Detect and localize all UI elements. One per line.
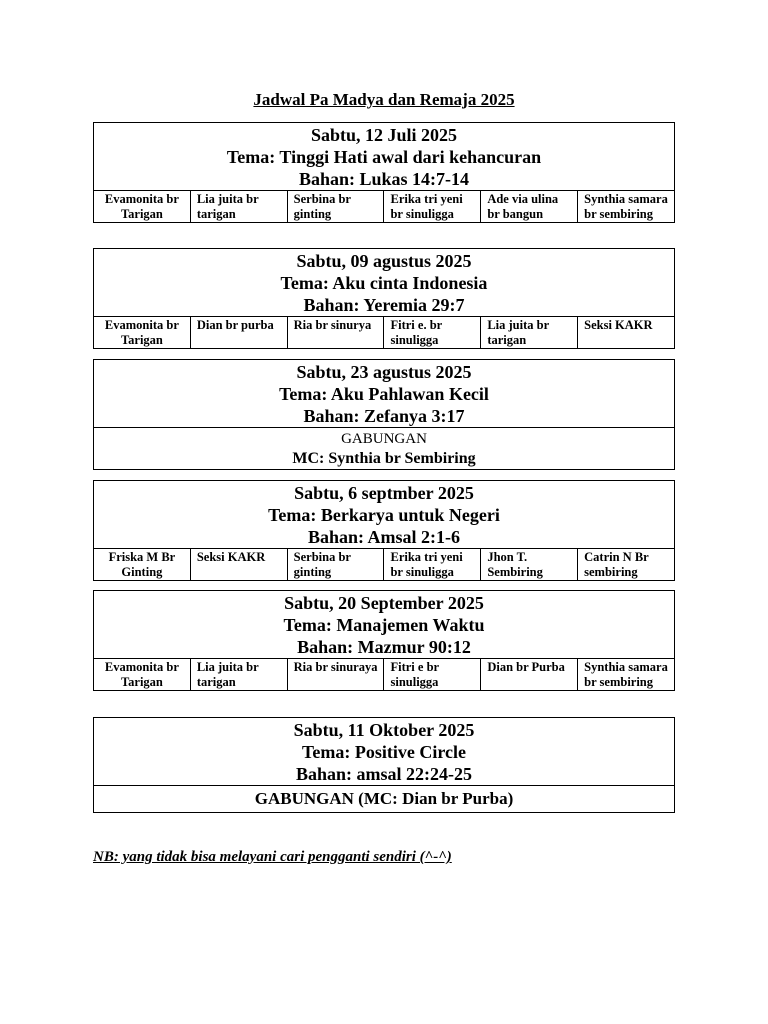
session-date: Sabtu, 23 agustus 2025 [296, 362, 472, 382]
session-block [93, 248, 675, 349]
server-cell: Fitri e. br sinuligga [383, 317, 480, 348]
session-theme: Tema: Aku Pahlawan Kecil [279, 384, 489, 404]
combined-label: GABUNGAN [341, 431, 427, 447]
server-cell: Lia juita br tarigan [190, 191, 287, 222]
mc-label: MC: Synthia br Sembiring [292, 450, 476, 467]
combined-service: GABUNGAN (MC: Dian br Purba) [94, 785, 674, 812]
session-block [93, 122, 675, 223]
server-cell: Fitri e br sinuligga [383, 659, 480, 690]
document-title: Jadwal Pa Madya dan Remaja 2025 [253, 90, 515, 109]
session-header [94, 249, 674, 316]
session-reading: Bahan: Mazmur 90:12 [297, 637, 471, 657]
server-cell: Seksi KAKR [577, 317, 674, 348]
session-block [93, 480, 675, 581]
session-header [94, 481, 674, 548]
servers-row [94, 658, 674, 690]
session-date: Sabtu, 12 Juli 2025 [310, 125, 458, 145]
session-block [93, 717, 675, 813]
session-date: Sabtu, 09 agustus 2025 [296, 251, 472, 271]
server-cell: Ria br sinuraya [287, 659, 384, 690]
session-theme: Tema: Berkarya untuk Negeri [268, 505, 500, 525]
server-cell: Dian br purba [190, 317, 287, 348]
server-cell: Friska M Br Ginting [108, 550, 176, 579]
combined-service [94, 427, 674, 469]
session-theme: Tema: Manajemen Waktu [283, 615, 485, 635]
server-cell: Dian br Purba [480, 659, 577, 690]
server-cell: Seksi KAKR [190, 549, 287, 580]
server-cell: Jhon T. Sembiring [480, 549, 577, 580]
session-header [94, 123, 674, 190]
servers-row [94, 548, 674, 580]
session-theme: Tema: Positive Circle [302, 742, 466, 762]
server-cell: Ade via ulina br bangun [480, 191, 577, 222]
session-reading: Bahan: amsal 22:24-25 [295, 764, 472, 784]
session-theme: Tema: Tinggi Hati awal dari kehancuran [226, 147, 542, 167]
server-cell: Catrin N Br sembiring [577, 549, 674, 580]
server-cell: Evamonita br Tarigan [104, 660, 179, 689]
server-cell: Lia juita br tarigan [480, 317, 577, 348]
session-date: Sabtu, 6 septmber 2025 [294, 483, 474, 503]
session-date: Sabtu, 11 Oktober 2025 [293, 720, 475, 740]
server-cell: Serbina br ginting [287, 191, 384, 222]
session-block [93, 590, 675, 691]
server-cell: Erika tri yeni br sinuligga [383, 549, 480, 580]
session-theme: Tema: Aku cinta Indonesia [280, 273, 488, 293]
session-header [94, 591, 674, 658]
session-reading: Bahan: Yeremia 29:7 [303, 295, 465, 315]
session-reading: Bahan: Zefanya 3:17 [303, 406, 465, 426]
servers-row [94, 316, 674, 348]
server-cell: Evamonita br Tarigan [104, 192, 179, 221]
server-cell: Lia juita br tarigan [190, 659, 287, 690]
server-cell: Erika tri yeni br sinuligga [383, 191, 480, 222]
server-cell: Evamonita br Tarigan [104, 318, 179, 347]
servers-row [94, 190, 674, 222]
session-reading: Bahan: Lukas 14:7-14 [298, 169, 470, 189]
session-header [94, 360, 674, 427]
session-date: Sabtu, 20 September 2025 [284, 593, 484, 613]
session-block [93, 359, 675, 470]
session-header [94, 718, 674, 785]
server-cell: Ria br sinurya [287, 317, 384, 348]
server-cell: Synthia samara br sembiring [577, 659, 674, 690]
footnote: NB: yang tidak bisa melayani cari pengganti sendiri (^-^) [93, 849, 452, 865]
server-cell: Synthia samara br sembiring [577, 191, 674, 222]
server-cell: Serbina br ginting [287, 549, 384, 580]
session-reading: Bahan: Amsal 2:1-6 [307, 527, 460, 547]
